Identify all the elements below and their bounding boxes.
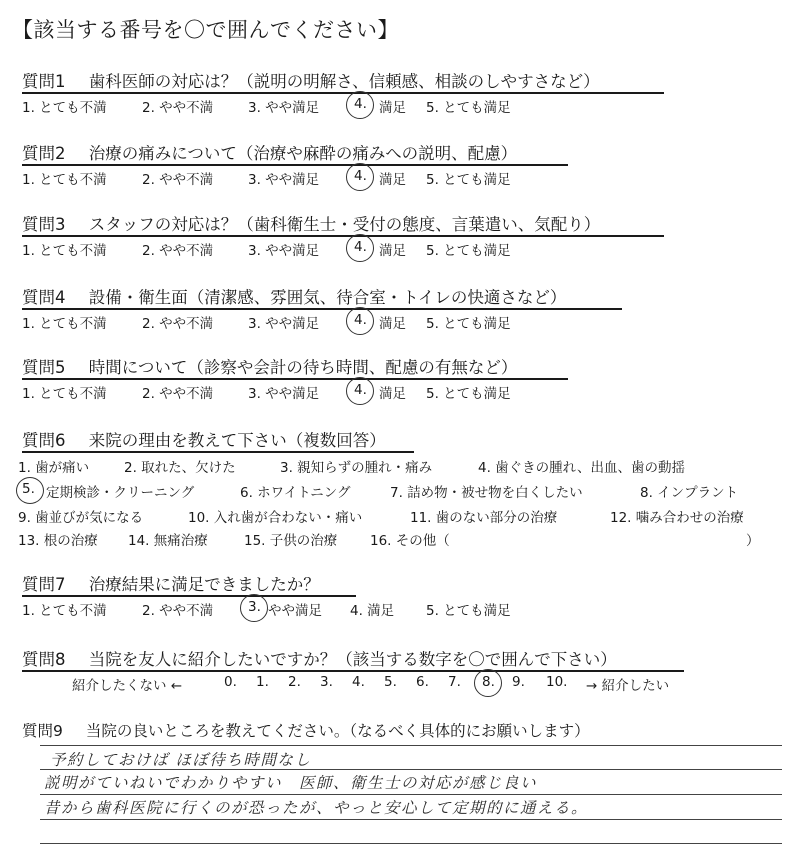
underline xyxy=(22,670,684,672)
question-text: スタッフの対応は？（歯科衛生士・受付の態度、言葉遣い、気配り） xyxy=(88,215,601,234)
option-1[interactable]: 1. とても不満 xyxy=(22,243,107,259)
question-header xyxy=(22,140,517,164)
option-3[interactable]: 3. やや満足 xyxy=(248,316,320,332)
options-row xyxy=(22,599,782,621)
underline xyxy=(22,451,414,453)
options-row xyxy=(22,312,782,334)
scale-2[interactable]: 2. xyxy=(288,674,301,690)
underline xyxy=(22,308,622,310)
reason-10[interactable]: 10. 入れ歯が合わない・痛い xyxy=(188,510,363,526)
option-2[interactable]: 2. やや不満 xyxy=(142,386,214,402)
option-1[interactable]: 1. とても不満 xyxy=(22,172,107,188)
option-1[interactable]: 1. とても不満 xyxy=(22,603,107,619)
option-1[interactable]: 1. とても不満 xyxy=(22,316,107,332)
reason-16-close: ） xyxy=(746,533,760,549)
option-4-number[interactable]: 4. xyxy=(354,168,367,184)
question-header xyxy=(22,211,600,235)
option-4-label[interactable]: 満足 xyxy=(379,316,406,332)
question-text: 当院を友人に紹介したいですか？（該当する数字を〇で囲んで下さい） xyxy=(88,650,617,669)
answer-line xyxy=(40,794,782,795)
question-text: 来院の理由を教えて下さい（複数回答） xyxy=(88,431,386,450)
underline xyxy=(22,164,568,166)
selection-circle xyxy=(346,234,374,262)
question-label: 質問4 xyxy=(22,288,66,307)
option-4-label[interactable]: 満足 xyxy=(379,243,406,259)
option-5[interactable]: 5. とても満足 xyxy=(426,603,511,619)
selection-circle xyxy=(346,307,374,335)
answer-line xyxy=(40,819,782,820)
scale-8[interactable]: 8. xyxy=(482,674,495,690)
option-1[interactable]: 1. とても不満 xyxy=(22,386,107,402)
reason-11[interactable]: 11. 歯のない部分の治療 xyxy=(410,510,558,526)
underline xyxy=(22,92,664,94)
reason-1[interactable]: 1. 歯が痛い xyxy=(18,460,90,476)
option-4-label[interactable]: 満足 xyxy=(379,100,406,116)
question-text: 治療結果に満足できましたか？ xyxy=(88,575,320,594)
reason-3[interactable]: 3. 親知らずの腫れ・痛み xyxy=(280,460,433,476)
underline xyxy=(22,595,356,597)
option-4-number[interactable]: 4. xyxy=(354,312,367,328)
handwritten-answer-2: 説明がていねいでわかりやすい 医師、衛生士の対応が感じ良い xyxy=(44,774,538,792)
reason-7[interactable]: 7. 詰め物・被せ物を白くしたい xyxy=(390,485,583,501)
option-5[interactable]: 5. とても満足 xyxy=(426,243,511,259)
underline xyxy=(22,378,568,380)
question-label: 質問9 xyxy=(22,722,63,740)
option-3-number[interactable]: 3. xyxy=(248,599,261,615)
option-2[interactable]: 2. やや不満 xyxy=(142,603,214,619)
reason-9[interactable]: 9. 歯並びが気になる xyxy=(18,510,144,526)
reason-6[interactable]: 6. ホワイトニング xyxy=(240,485,351,501)
question-header xyxy=(22,719,590,741)
selection-circle xyxy=(346,377,374,405)
option-3[interactable]: 3. やや満足 xyxy=(248,100,320,116)
reason-row-3 xyxy=(18,506,788,526)
options-row xyxy=(22,96,782,118)
scale-left-label: 紹介したくない ← xyxy=(72,678,183,694)
option-5[interactable]: 5. とても満足 xyxy=(426,386,511,402)
option-4-label[interactable]: 満足 xyxy=(379,386,406,402)
option-4-number[interactable]: 4. xyxy=(354,382,367,398)
question-label: 質問2 xyxy=(22,144,66,163)
question-header xyxy=(22,354,517,378)
question-text: 治療の痛みについて（治療や麻酔の痛みへの説明、配慮） xyxy=(88,144,518,163)
question-label: 質問7 xyxy=(22,575,66,594)
options-row xyxy=(22,382,782,404)
question-header xyxy=(22,571,320,595)
option-1[interactable]: 1. とても不満 xyxy=(22,100,107,116)
option-3[interactable]: 3. やや満足 xyxy=(248,386,320,402)
question-text: 時間について（診察や会計の待ち時間、配慮の有無など） xyxy=(88,358,518,377)
reason-5-number[interactable]: 5. xyxy=(22,481,35,497)
question-text: 当院の良いところを教えてください。（なるべく具体的にお願いします） xyxy=(85,722,590,740)
handwritten-answer-1: 予約しておけば ほぼ待ち時間なし xyxy=(50,751,312,769)
question-label: 質問5 xyxy=(22,358,66,377)
option-3[interactable]: 3. やや満足 xyxy=(248,243,320,259)
option-2[interactable]: 2. やや不満 xyxy=(142,172,214,188)
reason-row-1 xyxy=(18,456,788,476)
selection-circle xyxy=(346,163,374,191)
option-2[interactable]: 2. やや不満 xyxy=(142,243,214,259)
options-row xyxy=(22,168,782,190)
reason-15[interactable]: 15. 子供の治療 xyxy=(244,533,338,549)
option-2[interactable]: 2. やや不満 xyxy=(142,100,214,116)
selection-circle xyxy=(474,669,502,697)
scale-0[interactable]: 0. xyxy=(224,674,237,690)
reason-12[interactable]: 12. 噛み合わせの治療 xyxy=(610,510,744,526)
options-row xyxy=(22,239,782,261)
question-label: 質問6 xyxy=(22,431,66,450)
option-4-label[interactable]: 満足 xyxy=(379,172,406,188)
selection-circle xyxy=(346,91,374,119)
handwritten-answer-3: 昔から歯科医院に行くのが恐ったが、やっと安心して定期的に通える。 xyxy=(44,799,589,817)
question-header xyxy=(22,284,566,308)
page-title: 【該当する番号を〇で囲んでください】 xyxy=(12,18,399,42)
scale-6[interactable]: 6. xyxy=(416,674,429,690)
question-label: 質問3 xyxy=(22,215,66,234)
reason-14[interactable]: 14. 無痛治療 xyxy=(128,533,208,549)
scale-row xyxy=(0,674,800,696)
reason-8[interactable]: 8. インプラント xyxy=(640,485,739,501)
scale-3[interactable]: 3. xyxy=(320,674,333,690)
scale-right-label: → 紹介したい xyxy=(586,678,670,694)
reason-16[interactable]: 16. その他（ xyxy=(370,533,450,549)
option-4-number[interactable]: 4. xyxy=(354,239,367,255)
selection-circle xyxy=(240,594,268,622)
reason-2[interactable]: 2. 取れた、欠けた xyxy=(124,460,236,476)
question-label: 質問8 xyxy=(22,650,66,669)
scale-9[interactable]: 9. xyxy=(512,674,525,690)
question-header xyxy=(22,427,386,451)
question-label: 質問1 xyxy=(22,72,66,91)
reason-13[interactable]: 13. 根の治療 xyxy=(18,533,98,549)
answer-line xyxy=(40,843,782,844)
option-3[interactable]: 3. やや満足 xyxy=(248,172,320,188)
option-3-label[interactable]: やや満足 xyxy=(268,603,322,619)
scale-10[interactable]: 10. xyxy=(546,674,568,690)
reason-5-label[interactable]: 定期検診・クリーニング xyxy=(46,485,195,501)
option-4[interactable]: 4. 満足 xyxy=(350,603,395,619)
option-5[interactable]: 5. とても満足 xyxy=(426,172,511,188)
scale-7[interactable]: 7. xyxy=(448,674,461,690)
question-text: 設備・衛生面（清潔感、雰囲気、待合室・トイレの快適さなど） xyxy=(88,288,567,307)
reason-row-4 xyxy=(18,529,788,549)
scale-1[interactable]: 1. xyxy=(256,674,269,690)
option-5[interactable]: 5. とても満足 xyxy=(426,100,511,116)
question-header xyxy=(22,646,617,670)
question-header xyxy=(22,68,600,92)
reason-row-2 xyxy=(18,481,788,501)
option-4-number[interactable]: 4. xyxy=(354,96,367,112)
question-text: 歯科医師の対応は？（説明の明解さ、信頼感、相談のしやすさなど） xyxy=(88,72,600,91)
option-5[interactable]: 5. とても満足 xyxy=(426,316,511,332)
scale-5[interactable]: 5. xyxy=(384,674,397,690)
scale-4[interactable]: 4. xyxy=(352,674,365,690)
underline xyxy=(22,235,664,237)
answer-line xyxy=(40,745,782,746)
selection-circle xyxy=(16,477,44,504)
reason-4[interactable]: 4. 歯ぐきの腫れ、出血、歯の動揺 xyxy=(478,460,685,476)
option-2[interactable]: 2. やや不満 xyxy=(142,316,214,332)
